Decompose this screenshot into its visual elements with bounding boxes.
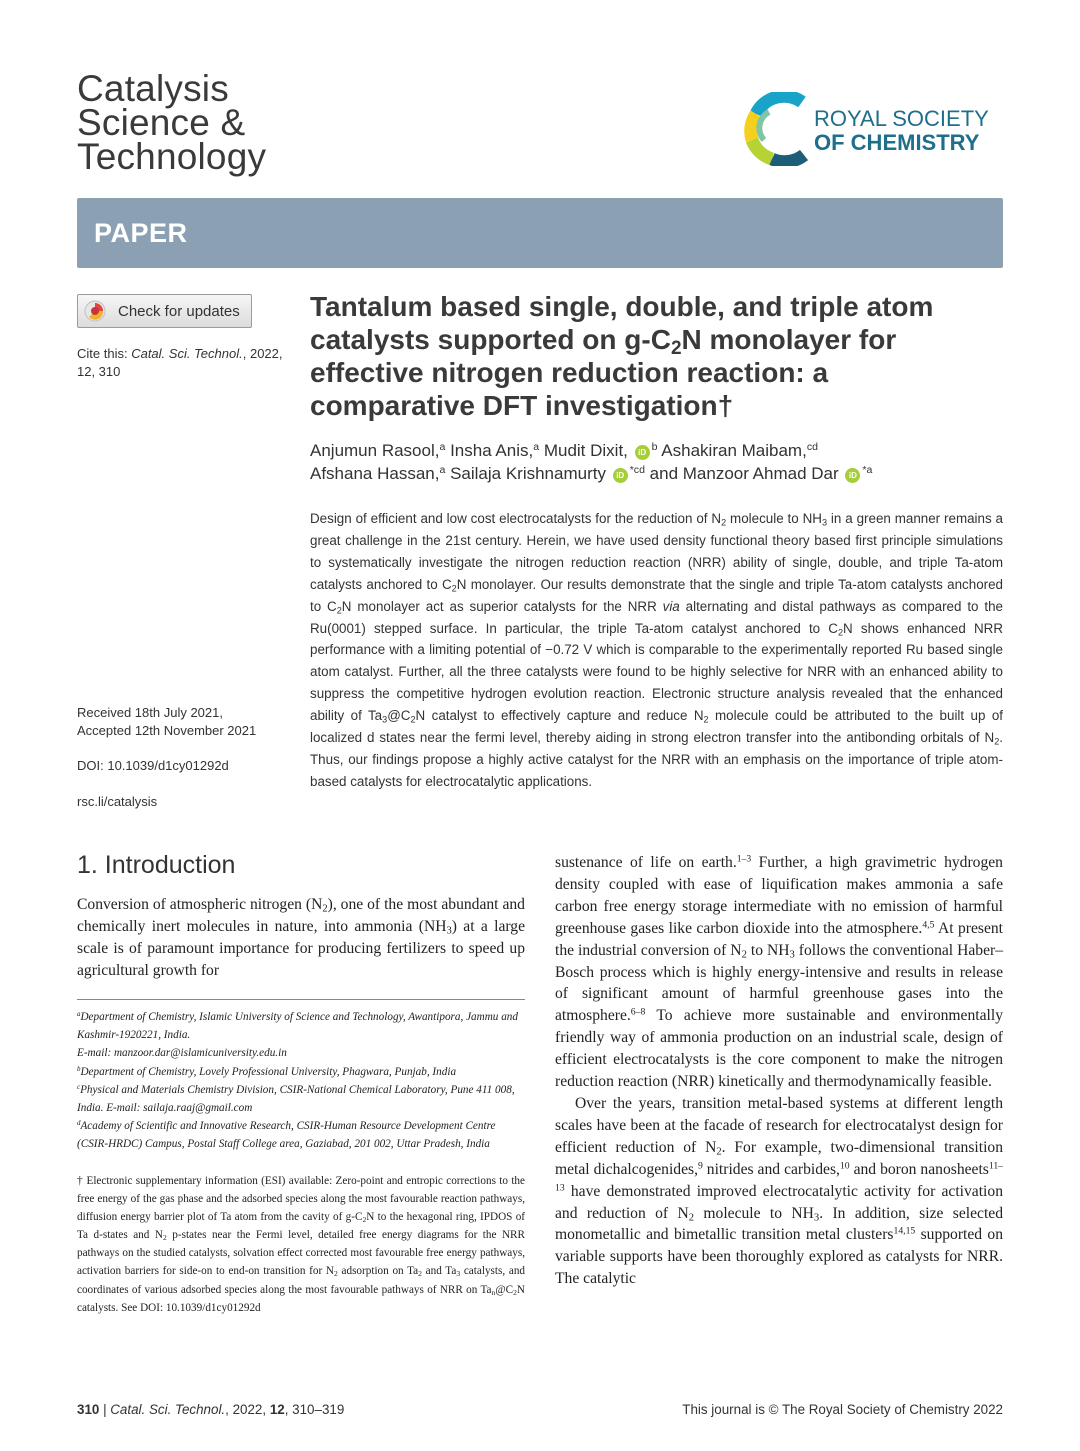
section-heading: 1. Introduction — [77, 851, 236, 879]
author-affiliation: b — [651, 441, 658, 454]
affiliation-item: $^c$Physical and Materials Chemistry Division, CSIR-National Chemical Laboratory, Pune 411 008, India. E-mail: sailaja.raaj@gmail.com — [77, 1083, 515, 1115]
author-name: Ashakiran Maibam, — [661, 441, 807, 460]
update-check-icon — [84, 300, 106, 322]
title-line3: effective nitrogen reduction reaction: a — [310, 357, 829, 388]
author-affiliation: cd — [806, 441, 818, 454]
author-name: Mudit Dixit, — [543, 441, 628, 460]
cite-prefix: Cite this: — [77, 346, 128, 361]
abstract: Design of efficient and low cost electrocatalysts for the reduction of $N_2$ molecule to $NH_3$ in a green manner remains a great challenge in the 21st century. Herein, we have used density functional theory based first principle simulations to systematically investigate the nitrogen reduction reaction (NRR) ability of single, double, and triple Ta-atom catalysts anchored to $C_2N$ monolayer. Our results demonstrate that the single and triple Ta-atom catalysts anchored to $C_2N$ monolayer act as superior catalysts for the NRR via alternating and distal pathways as compared to the Ru(0001) stepped surface. In particular, the triple Ta-atom catalyst anchored to $C_2N$ shows enhanced NRR performance with a limiting potential of −0.72 V which is comparable to the experimentally reported Ru based single atom catalyst. Further, all the three catalysts were found to be highly selective for NRR with an enhanced ability to suppress the competitive hydrogen evolution reaction. Electronic structure analysis revealed that the enhanced ability of $Ta_3@C_2N$ catalyst to effectively capture and reduce $N_2$ molecule could be attributed to the built up of localized d states near the fermi level, thereby aiding in strong electron transfer into the antibonding orbitals of $N_2$. Thus, our findings propose a highly active catalyst for the NRR with an emphasis on the importance of triple atom-based catalysts for electrocatalytic applications. — [310, 511, 1004, 789]
orcid-icon[interactable]: iD — [635, 445, 650, 460]
footnote-divider — [77, 999, 525, 1000]
affiliation-item: $^d$Academy of Scientific and Innovative Research, CSIR-Human Resource Development Centre (CSIR-HRDC) Campus, Postal Staff College area, Gaziabad, 201 002, Uttar Pradesh, India — [77, 1119, 496, 1151]
intro-column-right — [555, 852, 1003, 1290]
esi-footnote: † Electronic supplementary information (ESI) available: Zero-point and entropic corrections to the free energy of the gas phase and the adsorbed species along the most favourable reaction pathways, diffusion energy barrier plot of Ta atom from the cavity of $g-C_2N$ to the hexagonal ring, IPDOS of Ta d-states and $N_2$ p-states near the Fermi level, detailed free energy diagrams for the NRR pathways on the studied catalysts, solvation effect corrected most favourable free energy pathways, activation barriers for side-on to end-on transition for $N_2$ adsorption on $Ta_2$ and $Ta_3$ catalysts, and coordinates of various adsorbed species along the most favourable pathways of NRR on $Ta_n@C_2N$ catalysts. See DOI: 10.1039/d1cy01292d — [77, 1175, 526, 1314]
title-line1: Tantalum based single, double, and triple atom — [310, 291, 934, 322]
journal-title-line1: Catalysis — [77, 68, 229, 109]
author-name: Anjumun Rasool, — [310, 441, 440, 460]
page-footer-citation: 310 | Catal. Sci. Technol., 2022, 12, 310–319 — [77, 1402, 345, 1417]
affiliation-item: $^a$Department of Chemistry, Islamic University of Science and Technology, Awantipora, Jammu and Kashmir-1920221, India. — [77, 1010, 518, 1042]
journal-title-line2: Science & — [77, 102, 246, 143]
page-number: 310 — [77, 1402, 100, 1417]
author-name: Insha Anis, — [450, 441, 534, 460]
intro-paragraph: Over the years, transition metal-based systems at different length scales have been at the facade of research for electrocatalyst design for efficient reduction of $N_2$. For example, two-dimensional transition metal dichalcogenides,$^9$ nitrides and carbides,$^{10}$ and boron nanosheets$^{11-13}$ have demonstrated improved electrocatalytic activity for activation and reduction of $N_2$ molecule to $NH_3$. In addition, size selected monometallic and bimetallic transition metal clusters$^{14,15}$ supported on variable supports have been thoroughly explored as catalysts for NRR. The catalytic — [555, 1094, 1004, 1288]
article-dates — [77, 704, 297, 740]
cite-volume-pages: 12, 310 — [77, 364, 121, 379]
doi[interactable]: DOI: 10.1039/d1cy01292d — [77, 758, 229, 773]
affiliation-item: $^b$Department of Chemistry, Lovely Professional University, Phagwara, Punjab, India — [77, 1064, 457, 1078]
author-name: and Manzoor Ahmad Dar — [649, 464, 839, 483]
author-affiliation: *cd — [629, 464, 645, 477]
article-type-banner — [77, 198, 1003, 268]
author-affiliation: a — [439, 464, 446, 477]
page-footer-copyright: This journal is © The Royal Society of Chemistry 2022 — [682, 1402, 1003, 1417]
title-line4: comparative DFT investigation† — [310, 390, 734, 421]
title-line2b: N monolayer for — [681, 324, 897, 355]
check-for-updates-button[interactable] — [77, 294, 252, 328]
affiliation-item: E-mail: manzoor.dar@islamicuniversity.edu.in — [77, 1047, 287, 1060]
journal-title — [77, 68, 267, 177]
orcid-icon[interactable]: iD — [613, 468, 628, 483]
intro-paragraph-left: Conversion of atmospheric nitrogen $(N_2)$, one of the most abundant and chemically inert molecules in nature, into ammonia $(NH_3)$ at a large scale is of paramount importance for producing fertilizers to speed up agricultural growth for — [77, 896, 525, 979]
accepted-date: Accepted 12th November 2021 — [77, 723, 257, 738]
publisher-name — [814, 107, 989, 155]
journal-title-line3: Technology — [77, 136, 267, 177]
publisher-line1: ROYAL SOCIETY — [814, 106, 989, 131]
journal-link[interactable]: rsc.li/catalysis — [77, 794, 158, 809]
intro-paragraph: sustenance of life on earth.$^{1-3}$ Further, a high gravimetric hydrogen density coupled with ease of liquification makes ammonia a safe carbon free energy storage intermediate with no emission of harmful greenhouse gases like carbon dioxide into the atmosphere.$^{4,5}$ At present the industrial conversion of $N_2$ to $NH_3$ follows the conventional Haber–Bosch process which is highly energy-intensive and results in release of significant amount of harmful greenhouse gases into the atmosphere.$^{6-8}$ To achieve more sustainable and environmentally friendly way of ammonia production on an industrial scale, design of efficient electrocatalysts is the core component to make the nitrogen reduction reaction (NRR) kinetically and thermodynamically feasible. — [555, 853, 1003, 1091]
article-type-label: PAPER — [94, 218, 188, 248]
author-affiliation: a — [533, 441, 540, 454]
title-line2a: catalysts supported on g-C — [310, 324, 671, 355]
citation-info — [77, 345, 297, 381]
author-affiliation: a — [439, 441, 446, 454]
orcid-icon[interactable]: iD — [845, 468, 860, 483]
cite-journal: Catal. Sci. Technol. — [131, 346, 243, 361]
author-name: Afshana Hassan, — [310, 464, 440, 483]
author-list — [310, 439, 1010, 485]
title-subscript: 2 — [670, 337, 682, 359]
check-for-updates-label: Check for updates — [118, 303, 240, 320]
author-affiliation: *a — [862, 464, 873, 477]
article-title — [310, 290, 1010, 422]
cite-year: , 2022, — [242, 346, 283, 361]
received-date: Received 18th July 2021, — [77, 705, 223, 720]
author-name: Sailaja Krishnamurty — [450, 464, 606, 483]
affiliations — [77, 1008, 525, 1154]
publisher-line2: OF CHEMISTRY — [814, 130, 980, 155]
